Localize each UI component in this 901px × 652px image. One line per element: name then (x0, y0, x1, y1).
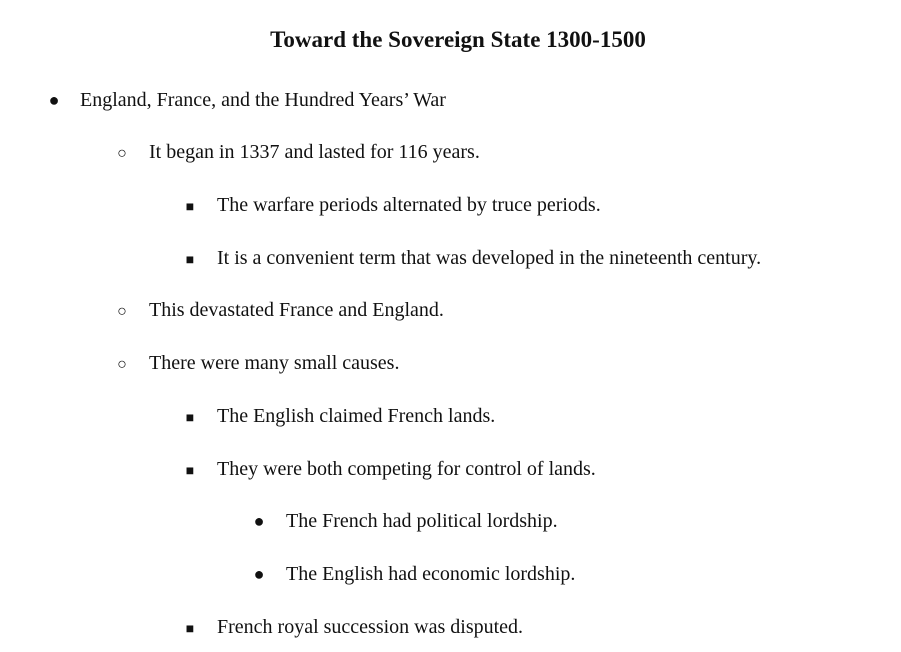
outline-item-text: The English had economic lordship. (286, 563, 576, 585)
outline-item-text: The French had political lordship. (286, 510, 558, 532)
outline-item-text: It began in 1337 and lasted for 116 years. (149, 141, 480, 163)
outline-item-text: The warfare periods alternated by truce periods. (217, 194, 601, 216)
document-title: Toward the Sovereign State 1300-1500 (270, 27, 646, 52)
filled-circle-bullet-icon (44, 85, 64, 115)
outline-item-text: This devastated France and England. (149, 299, 444, 321)
hollow-circle-bullet-icon (112, 295, 132, 327)
square-bullet-icon (180, 190, 200, 223)
hollow-circle-bullet-icon (112, 348, 132, 380)
square-bullet-icon (180, 612, 200, 645)
square-bullet-icon (180, 243, 200, 276)
outline-item-text: There were many small causes. (149, 352, 400, 374)
hollow-circle-bullet-icon (112, 137, 132, 169)
outline-item-text: The English claimed French lands. (217, 405, 496, 427)
filled-circle-bullet-icon (249, 559, 269, 589)
square-bullet-icon (180, 454, 200, 487)
filled-circle-bullet-icon (249, 506, 269, 536)
outline-item-text: French royal succession was disputed. (217, 616, 524, 638)
outline-item-text: They were both competing for control of lands. (217, 458, 596, 480)
square-bullet-icon (180, 401, 200, 434)
outline-item-text: It is a convenient term that was developed in the nineteenth century. (217, 247, 762, 269)
outline-item-text: England, France, and the Hundred Years’ War (80, 89, 446, 111)
